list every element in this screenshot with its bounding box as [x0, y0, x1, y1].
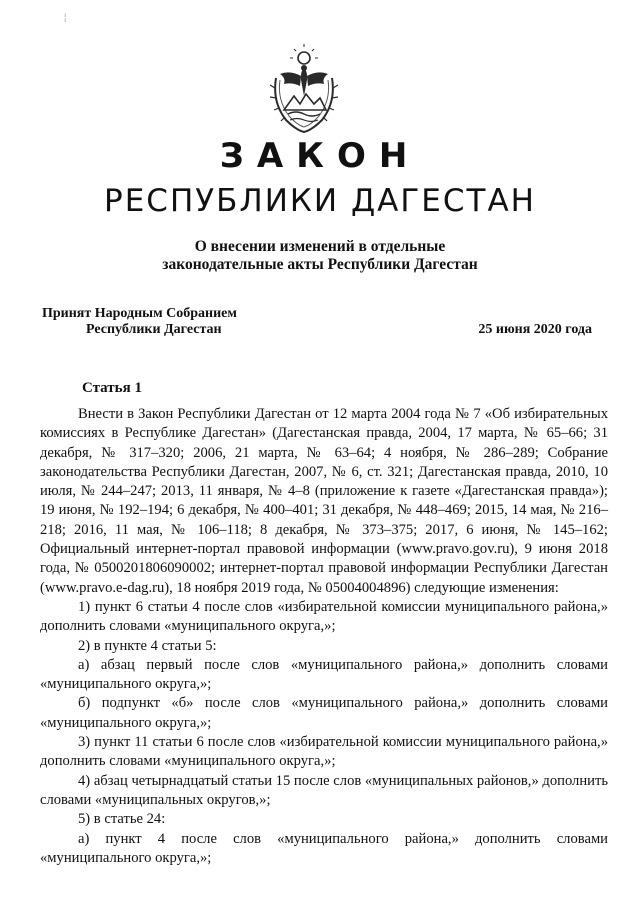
paragraph: а) пункт 4 после слов «муниципального района,» дополнить словами «муниципального округа,»;: [40, 830, 608, 866]
adoption-note: [42, 306, 237, 338]
adoption-line-2: Республики Дагестан: [86, 322, 222, 337]
paragraph: 4) абзац четырнадцатый статьи 15 после слов «муниципальных районов,» дополнить словами «муниципальных округов,»;: [40, 772, 608, 808]
paragraph: 3) пункт 11 статьи 6 после слов «избирательной комиссии муниципального района,» дополнить словами «муниципального округа,»;: [40, 734, 608, 770]
paragraph: 1) пункт 6 статьи 4 после слов «избирательной комиссии муниципального района,» дополнить словами «муниципального округа,»;: [40, 598, 608, 635]
document-title: ЗАКОН: [219, 136, 421, 176]
adoption-line-1: Принят Народным Собранием: [42, 306, 237, 321]
article-body: [40, 405, 608, 868]
law-title-line-2: законодательные акты Республики Дагестан: [162, 256, 478, 273]
paragraph: б) подпункт «б» после слов «муниципального района,» дополнить словами «муниципального округа,»;: [40, 695, 608, 731]
law-title: [0, 238, 640, 274]
paragraph: Внести в Закон Республики Дагестан от 12 марта 2004 года № 7 «Об избирательных комиссиях в Республике Дагестан» (Дагестанская правда, 2004, 17 марта, № 65–66; 31 декабря, № 317–320; 2006, 21 марта, № 63–64; 4 ноября, № 286–289; Собрание законодательства Республики Дагестан, 2007, № 6, ст. 321; Дагестанская правда, 2010, 10 июля, № 244–247; 2013, 11 января, № 4–8 (приложение к газете «Дагестанская правда»); 19 июня, № 192–194; 6 декабря, № 400–401; 31 декабря, № 448–469; 2015, 14 мая, № 216–218; 2016, 11 мая, № 106–118; 8 декабря, № 373–375; 2017, 6 июня, № 145–162; Официальный интернет-портал правовой информации (www.pravo.gov.ru), 9 июня 2018 года, № 0500201806090002; интернет-портал правовой информации Республики Дагестан (www.pravo.e-dag.ru), 18 ноября 2019 года, № 05004004896) следующие изменения:: [40, 406, 608, 596]
scan-mark: ¦: [64, 12, 67, 22]
adoption-date: 25 июня 2020 года: [478, 322, 592, 337]
paragraph: 5) в статье 24:: [78, 811, 166, 828]
paragraph: а) абзац первый после слов «муниципального района,» дополнить словами «муниципального округа,»;: [40, 656, 608, 693]
paragraph: 2) в пункте 4 статьи 5:: [78, 637, 217, 654]
law-title-line-1: О внесении изменений в отдельные: [194, 238, 446, 255]
coat-of-arms-icon: [262, 44, 346, 140]
document-subtitle: РЕСПУБЛИКИ ДАГЕСТАН: [104, 183, 536, 219]
article-heading: Статья 1: [82, 380, 142, 396]
